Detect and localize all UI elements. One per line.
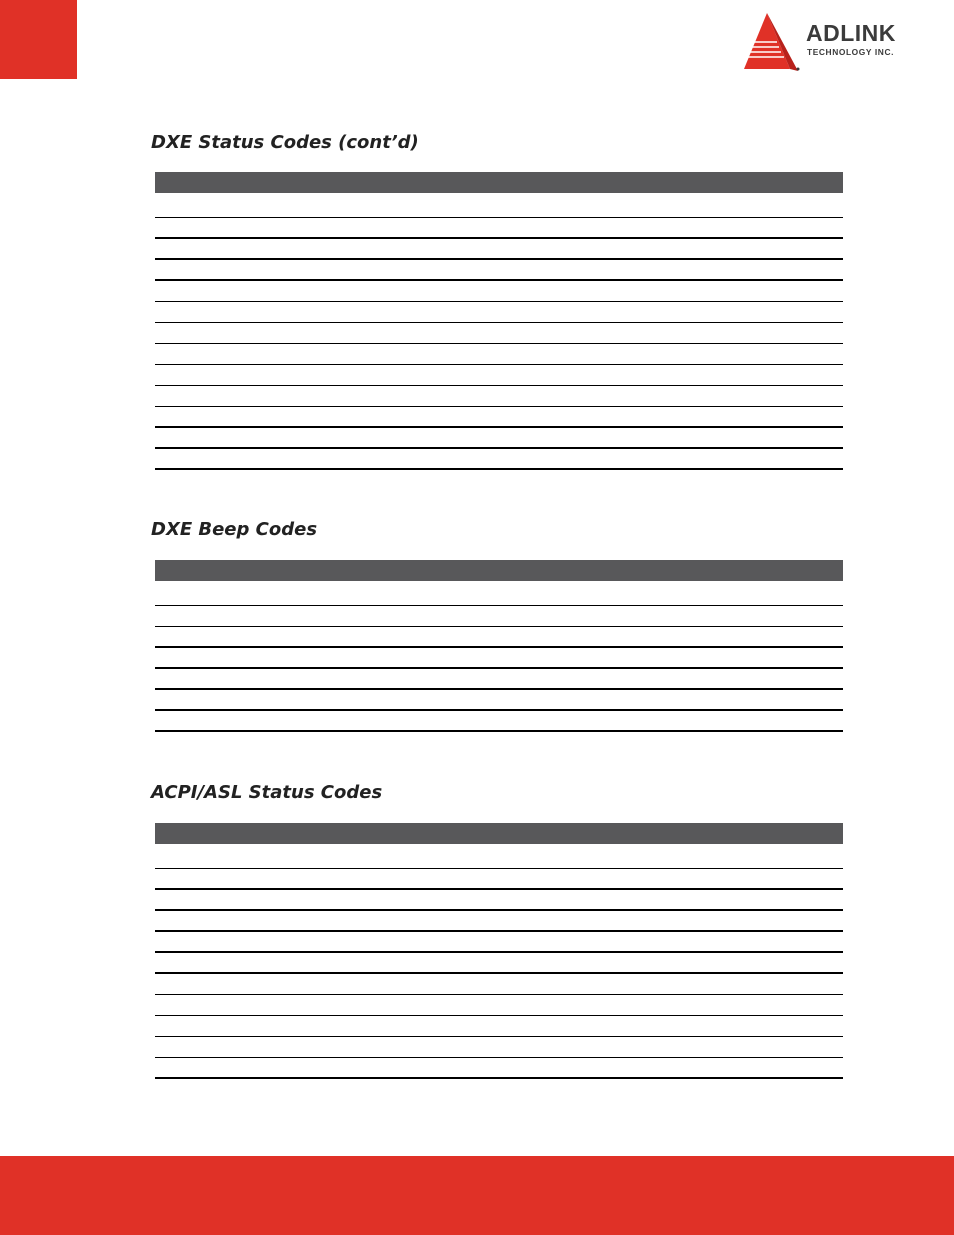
table-row (155, 239, 843, 260)
logo-tagline: TECHNOLOGY INC. (807, 47, 895, 57)
table-row (155, 365, 843, 386)
corner-tab (0, 0, 77, 79)
table-row (155, 869, 843, 890)
table-header (155, 560, 843, 581)
table-dxe-beep-codes (155, 560, 843, 732)
logo-triangle-icon (740, 12, 804, 74)
table-row (155, 302, 843, 323)
table-acpi-asl-status-codes (155, 823, 843, 1079)
table-row (155, 606, 843, 627)
table-row (155, 260, 843, 281)
table-row (155, 407, 843, 428)
table-row (155, 193, 843, 218)
table-row (155, 344, 843, 365)
table-row (155, 581, 843, 606)
footer-bar (0, 1156, 954, 1235)
table-row (155, 974, 843, 995)
table-row (155, 627, 843, 648)
section-title-dxe-status: DXE Status Codes (cont’d) (151, 132, 419, 153)
table-header (155, 172, 843, 193)
table-row (155, 1016, 843, 1037)
table-row (155, 648, 843, 669)
table-row (155, 386, 843, 407)
table-row (155, 932, 843, 953)
table-row (155, 323, 843, 344)
table-row (155, 1037, 843, 1058)
table-row (155, 911, 843, 932)
table-row (155, 218, 843, 239)
table-row (155, 953, 843, 974)
section-title-dxe-beep: DXE Beep Codes (151, 519, 318, 540)
table-row (155, 890, 843, 911)
table-dxe-status-codes (155, 172, 843, 470)
company-logo (740, 12, 930, 74)
table-row (155, 281, 843, 302)
section-title-acpi-asl: ACPI/ASL Status Codes (151, 782, 383, 803)
table-row (155, 711, 843, 732)
table-row (155, 1058, 843, 1079)
table-row (155, 449, 843, 470)
table-row (155, 844, 843, 869)
table-header (155, 823, 843, 844)
table-row (155, 995, 843, 1016)
table-row (155, 428, 843, 449)
table-row (155, 669, 843, 690)
table-row (155, 690, 843, 711)
logo-wordmark: ADLINK (806, 20, 896, 46)
